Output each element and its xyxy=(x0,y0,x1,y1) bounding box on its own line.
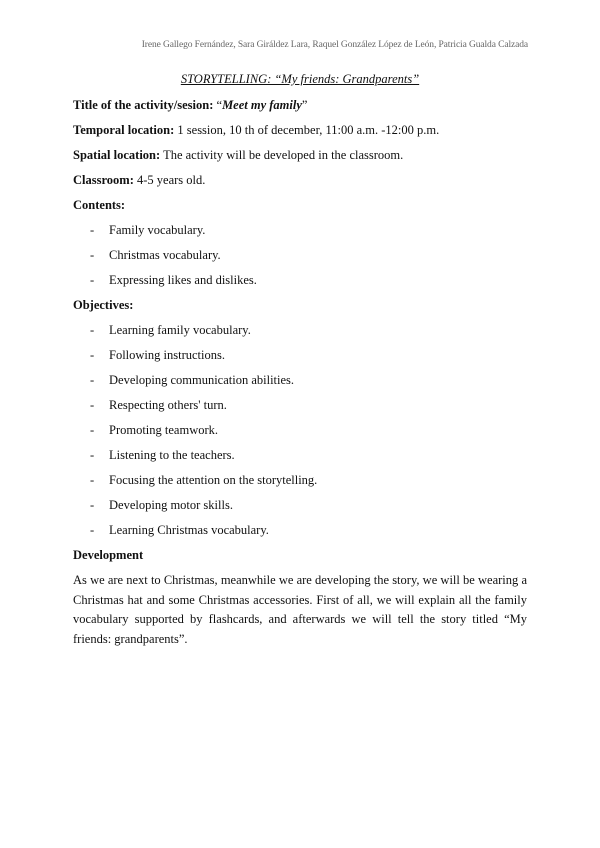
activity-title-line xyxy=(73,96,527,114)
bullet-dash: - xyxy=(90,273,95,287)
list-item: - Focusing the attention on the storytelling. xyxy=(90,473,318,487)
bullet-dash: - xyxy=(90,523,95,537)
activity-title-value: Meet my family xyxy=(222,98,302,112)
temporal-location-line xyxy=(73,121,527,139)
list-item: - Developing motor skills. xyxy=(90,498,233,512)
classroom-line xyxy=(73,171,527,189)
activity-close-quote: ” xyxy=(301,98,308,112)
document-title: STORYTELLING: “My friends: Grandparents” xyxy=(180,72,420,86)
temporal-location-label: Temporal location: xyxy=(73,123,175,137)
list-item: - Learning Christmas vocabulary. xyxy=(90,523,269,537)
list-item: - Listening to the teachers. xyxy=(90,448,235,462)
spatial-location-label: Spatial location: xyxy=(73,148,161,162)
list-item: - Promoting teamwork. xyxy=(90,423,219,437)
objectives-list xyxy=(73,321,527,539)
list-item: - Expressing likes and dislikes. xyxy=(90,273,257,287)
classroom-label: Classroom: xyxy=(73,173,134,187)
list-item: - Following instructions. xyxy=(90,348,225,362)
activity-title-label: Title of the activity/sesion: xyxy=(73,98,214,112)
spatial-location-value: The activity will be developed in the classroom. xyxy=(160,148,404,162)
bullet-dash: - xyxy=(90,473,95,487)
bullet-dash: - xyxy=(90,248,95,262)
list-item: - Family vocabulary. xyxy=(90,223,206,237)
development-heading: Development xyxy=(73,548,144,562)
authors-header: Irene Gallego Fernández, Sara Giráldez Lara, Raquel González López de León, Patricia Gualda Calzada xyxy=(141,40,528,50)
bullet-dash: - xyxy=(90,223,95,237)
list-item: - Learning family vocabulary. xyxy=(90,323,251,337)
activity-open-quote: “ xyxy=(213,98,223,112)
list-item: - Christmas vocabulary. xyxy=(90,248,221,262)
bullet-dash: - xyxy=(90,398,95,412)
list-item: - Respecting others' turn. xyxy=(90,398,227,412)
bullet-dash: - xyxy=(90,423,95,437)
bullet-dash: - xyxy=(90,498,95,512)
document-body xyxy=(73,96,527,649)
bullet-dash: - xyxy=(90,448,95,462)
contents-heading: Contents: xyxy=(73,198,126,212)
list-item: - Developing communication abilities. xyxy=(90,373,295,387)
bullet-dash: - xyxy=(90,323,95,337)
bullet-dash: - xyxy=(90,373,95,387)
bullet-dash: - xyxy=(90,348,95,362)
contents-list xyxy=(73,221,527,289)
classroom-value: 4-5 years old. xyxy=(133,173,206,187)
development-paragraph: As we are next to Christmas, meanwhile we are developing the story, we will be wearing a Christmas hat and some Christmas accessories. First of all, we will explain all the family vocabulary supported by flashcards, and afterwards we will tell the story titled “My friends: grandparents”. xyxy=(73,573,527,646)
objectives-heading: Objectives: xyxy=(73,298,134,312)
temporal-location-value: 1 session, 10 th of december, 11:00 a.m. -12:00 p.m. xyxy=(174,123,440,137)
spatial-location-line xyxy=(73,146,527,164)
